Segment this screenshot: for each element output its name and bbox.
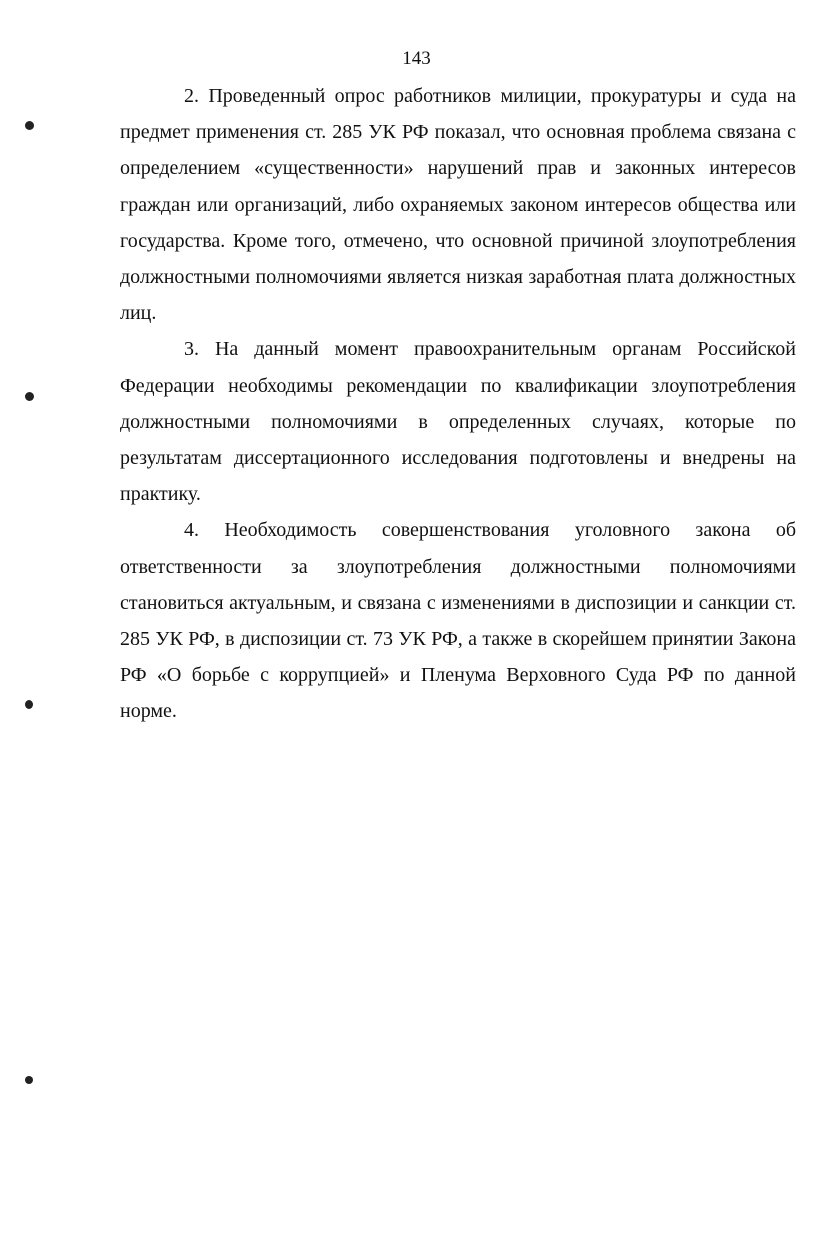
body-text — [120, 78, 796, 730]
binding-hole-mark — [25, 1076, 33, 1084]
binding-hole-mark — [25, 121, 34, 130]
page-number: 143 — [402, 48, 431, 69]
binding-hole-mark — [25, 392, 34, 401]
binding-hole-mark — [25, 700, 33, 709]
paragraph-4: 4. Необходимость совершенствования уголовного закона об ответственности за злоупотребления должностными полномочиями становиться актуальным, и связана с изменениями в диспозиции и санкции ст. 285 УК РФ, в диспозиции ст. 73 УК РФ, а также в скорейшем принятии Закона РФ «О борьбе с коррупцией» и Пленума Верховного Суда РФ по данной норме. — [120, 519, 796, 723]
paragraph-3: 3. На данный момент правоохранительным органам Российской Федерации необходимы рекомендации по квалификации злоупотребления должностными полномочиями в определенных случаях, которые по результатам диссертационного исследования подготовлены и внедрены на практику. — [120, 338, 796, 506]
paragraph-2: 2. Проведенный опрос работников милиции, прокуратуры и суда на предмет применения ст. 285 УК РФ показал, что основная проблема связана с определением «существенности» нарушений прав и законных интересов граждан или организаций, либо охраняемых законом интересов общества или государства. Кроме того, отмечено, что основной причиной злоупотребления должностными полномочиями является низкая заработная плата должностных лиц. — [120, 85, 796, 325]
